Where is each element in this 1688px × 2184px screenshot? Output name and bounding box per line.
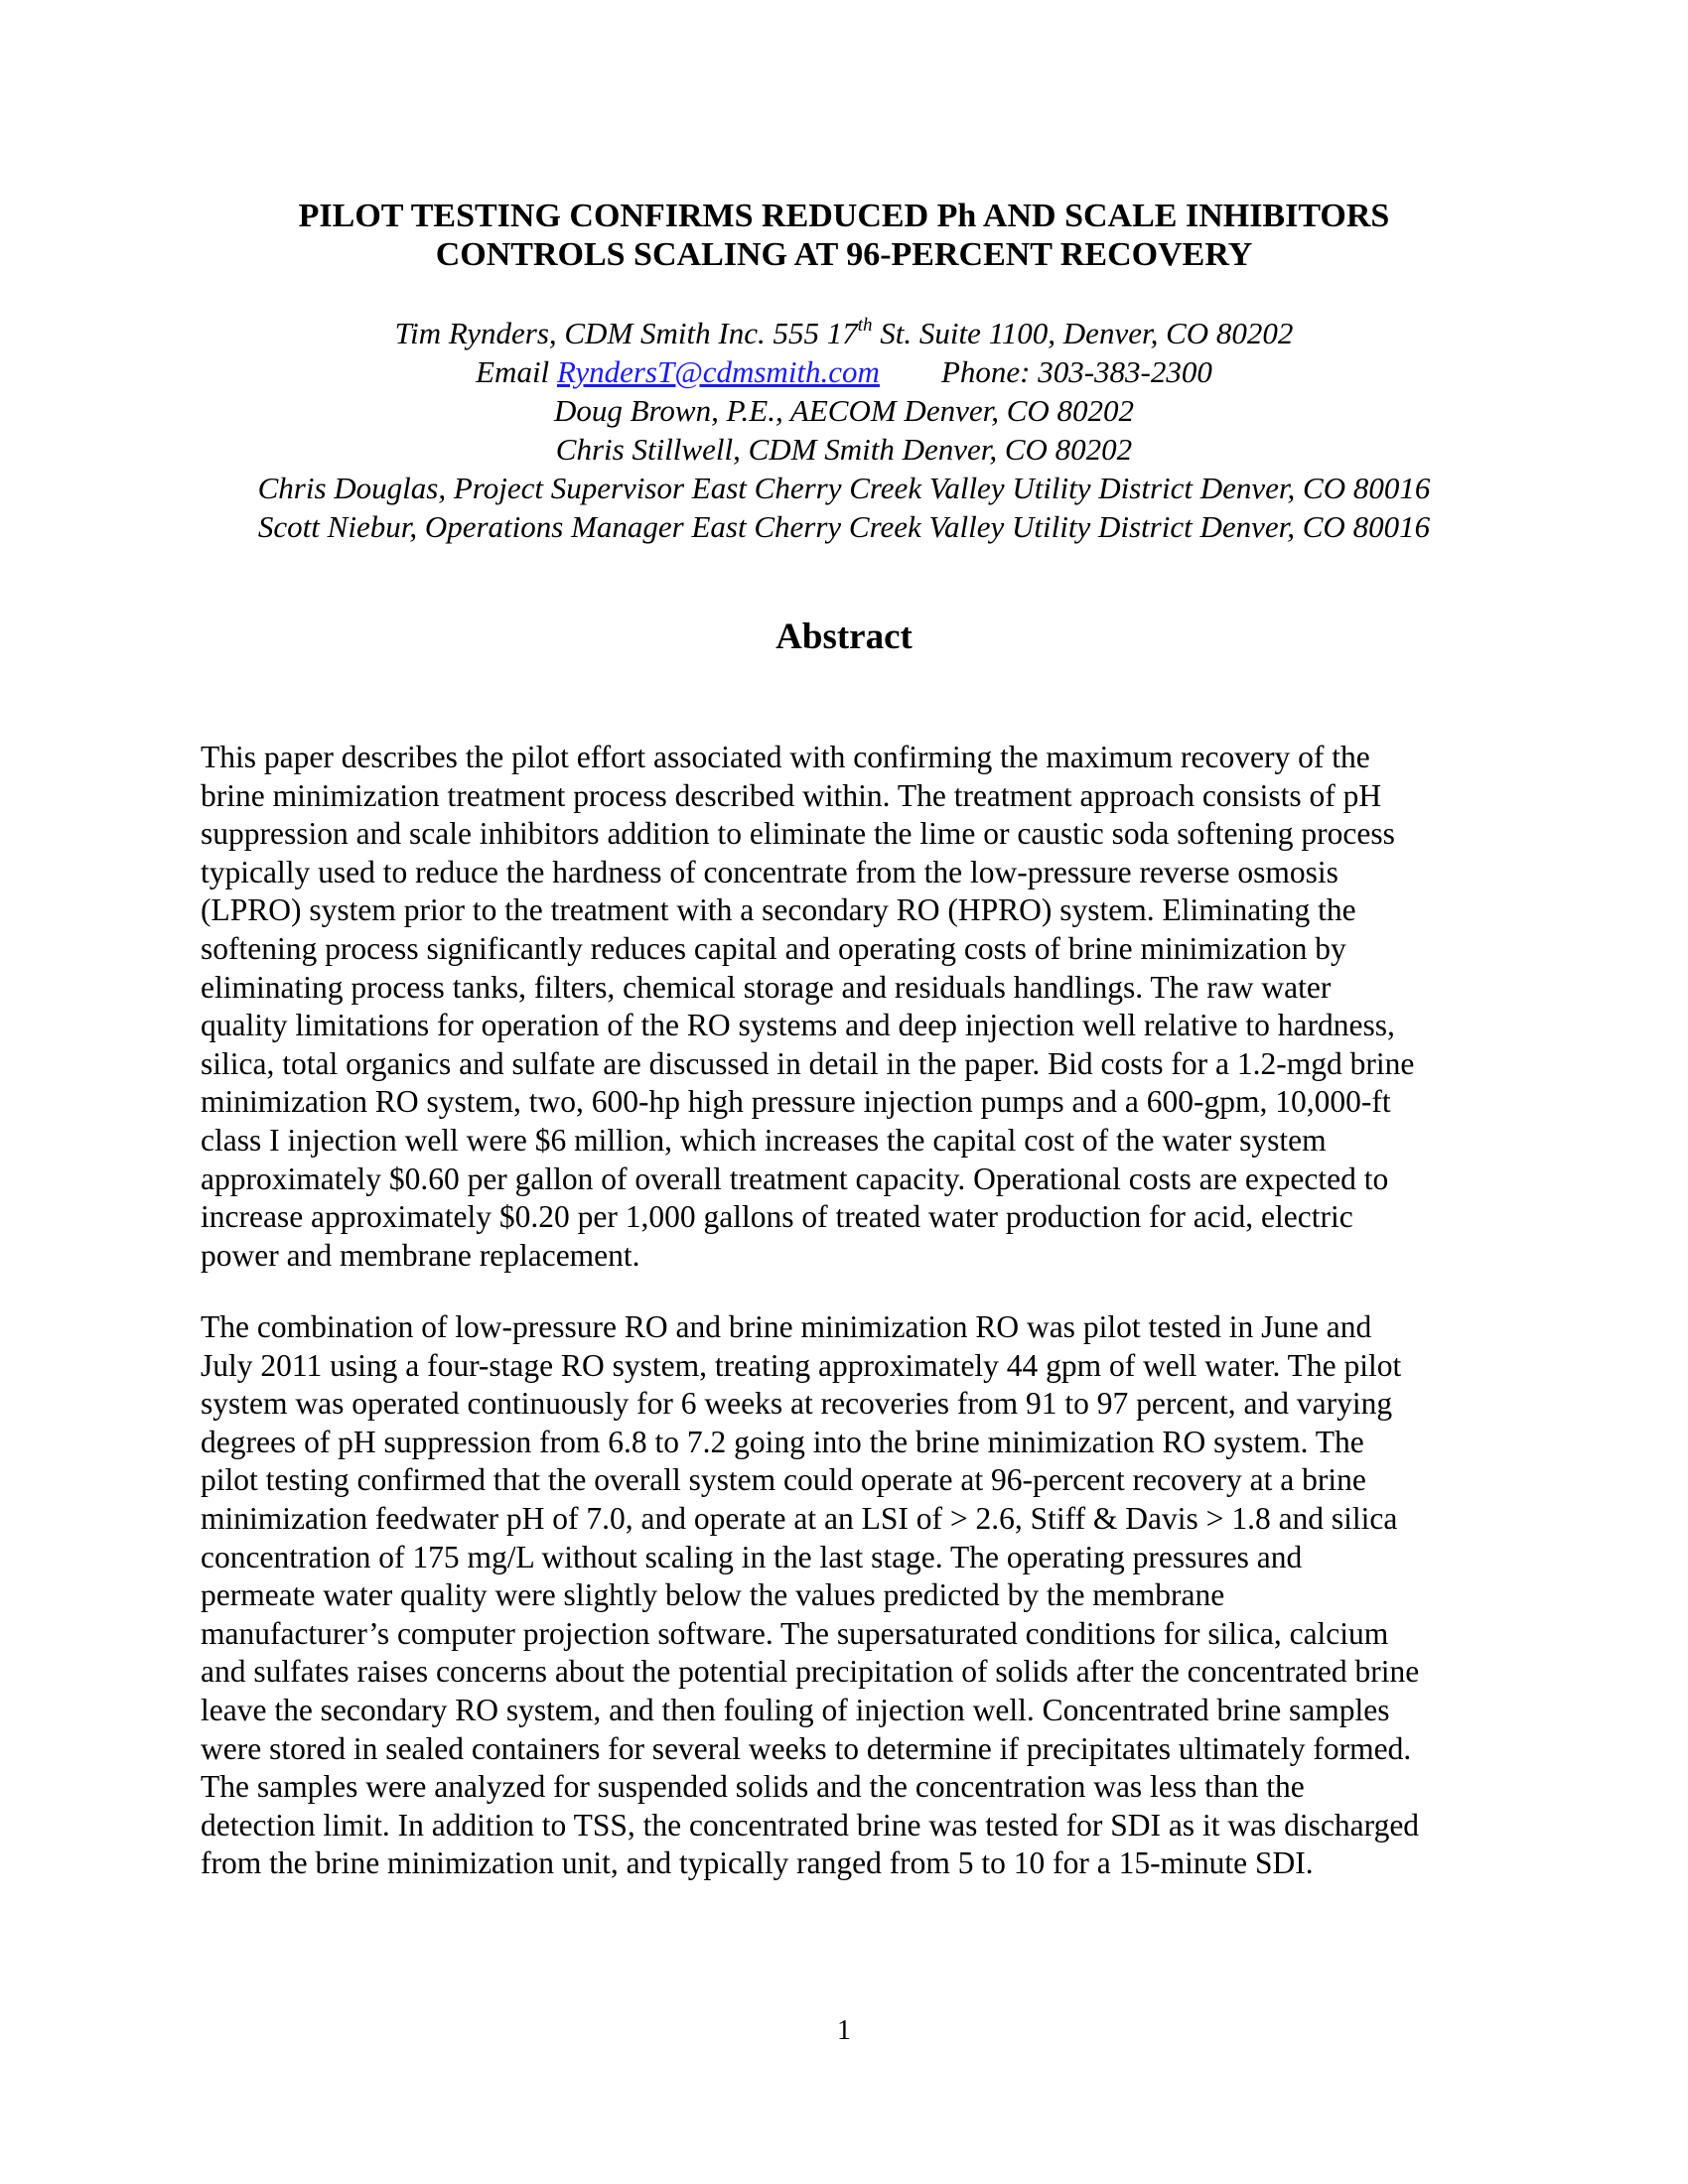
text-line: and sulfates raises concerns about the potential precipitation of solids after the concentrated brine (201, 1654, 1420, 1690)
author-line-2: Doug Brown, P.E., AECOM Denver, CO 80202 (553, 393, 1135, 428)
text-line: silica, total organics and sulfate are discussed in detail in the paper. Bid costs for a 1.2-mgd brine (201, 1045, 1415, 1081)
text-line: This paper describes the pilot effort associated with confirming the maximum recovery of the (201, 740, 1370, 774)
text-line: minimization RO system, two, 600-hp high pressure injection pumps and a 600-gpm, 10,000-ft (201, 1084, 1391, 1120)
text-line: detection limit. In addition to TSS, the concentrated brine was tested for SDI as it was discharged (201, 1807, 1420, 1843)
text-line: typically used to reduce the hardness of concentrate from the low-pressure reverse osmosis (201, 854, 1338, 889)
title-line-2: CONTROLS SCALING AT 96-PERCENT RECOVERY (435, 236, 1253, 273)
paper-title (149, 197, 1539, 274)
text-line: softening process significantly reduces capital and operating costs of brine minimization by (201, 930, 1346, 966)
text-line: The combination of low-pressure RO and brine minimization RO was pilot tested in June and (201, 1309, 1372, 1344)
author-line-1 (149, 314, 1539, 352)
abstract-paragraph-2 (201, 1308, 1501, 1883)
text-line: permeate water quality were slightly below the values predicted by the membrane (201, 1577, 1225, 1613)
author-line-5: Scott Niebur, Operations Manager East Cherry Creek Valley Utility District Denver, CO 80016 (257, 509, 1431, 544)
text-line: manufacturer’s computer projection software. The supersaturated conditions for silica, calcium (201, 1615, 1389, 1651)
text-line: The samples were analyzed for suspended solids and the concentration was less than the (201, 1769, 1305, 1805)
author-1-suffix: St. Suite 1100, Denver, CO 80202 (872, 316, 1294, 350)
title-line-1: PILOT TESTING CONFIRMS REDUCED Ph AND SCALE INHIBITORS (298, 198, 1390, 234)
text-line: class I injection well were $6 million, which increases the capital cost of the water system (201, 1122, 1327, 1158)
author-block (149, 314, 1539, 546)
author-line-3: Chris Stillwell, CDM Smith Denver, CO 80202 (555, 432, 1133, 467)
text-line: July 2011 using a four-stage RO system, treating approximately 44 gpm of well water. The pilot (201, 1347, 1402, 1383)
author-1-prefix: Tim Rynders, CDM Smith Inc. 555 17 (394, 316, 858, 350)
contact-line (149, 352, 1539, 391)
text-line: minimization feedwater pH of 7.0, and operate at an LSI of > 2.6, Stiff & Davis > 1.8 and silica (201, 1500, 1398, 1536)
abstract-heading: Abstract (775, 616, 913, 657)
text-line: degrees of pH suppression from 6.8 to 7.2 going into the brine minimization RO system. The (201, 1424, 1364, 1459)
text-line: eliminating process tanks, filters, chemical storage and residuals handlings. The raw water (201, 969, 1332, 1005)
text-line: were stored in sealed containers for several weeks to determine if precipitates ultimately formed. (201, 1730, 1412, 1766)
author-line-4: Chris Douglas, Project Supervisor East Cherry Creek Valley Utility District Denver, CO 80016 (257, 471, 1431, 505)
email-link[interactable]: RyndersT@cdmsmith.com (556, 354, 880, 389)
text-line: concentration of 175 mg/L without scaling in the last stage. The operating pressures and (201, 1539, 1303, 1574)
text-line: power and membrane replacement. (201, 1237, 640, 1273)
phone-number: Phone: 303-383-2300 (940, 354, 1212, 389)
text-line: brine minimization treatment process described within. The treatment approach consists of pH (201, 777, 1382, 813)
page-number: 1 (837, 2015, 851, 2046)
text-line: pilot testing confirmed that the overall system could operate at 96-percent recovery at a brine (201, 1462, 1366, 1498)
abstract-paragraph-1 (201, 739, 1501, 1275)
text-line: approximately $0.60 per gallon of overall treatment capacity. Operational costs are expected to (201, 1160, 1389, 1196)
text-line: suppression and scale inhibitors addition to eliminate the lime or caustic soda softening process (201, 816, 1395, 852)
ordinal-superscript: th (857, 314, 873, 336)
text-line: increase approximately $0.20 per 1,000 gallons of treated water production for acid, electric (201, 1199, 1353, 1235)
email-label: Email (476, 354, 557, 389)
text-line: (LPRO) system prior to the treatment with a secondary RO (HPRO) system. Eliminating the (201, 892, 1356, 928)
text-line: leave the secondary RO system, and then fouling of injection well. Concentrated brine samples (201, 1692, 1390, 1727)
text-line: quality limitations for operation of the RO systems and deep injection well relative to hardness, (201, 1008, 1395, 1043)
text-line: system was operated continuously for 6 weeks at recoveries from 91 to 97 percent, and varying (201, 1386, 1393, 1422)
text-line: from the brine minimization unit, and typically ranged from 5 to 10 for a 15-minute SDI. (201, 1845, 1314, 1881)
